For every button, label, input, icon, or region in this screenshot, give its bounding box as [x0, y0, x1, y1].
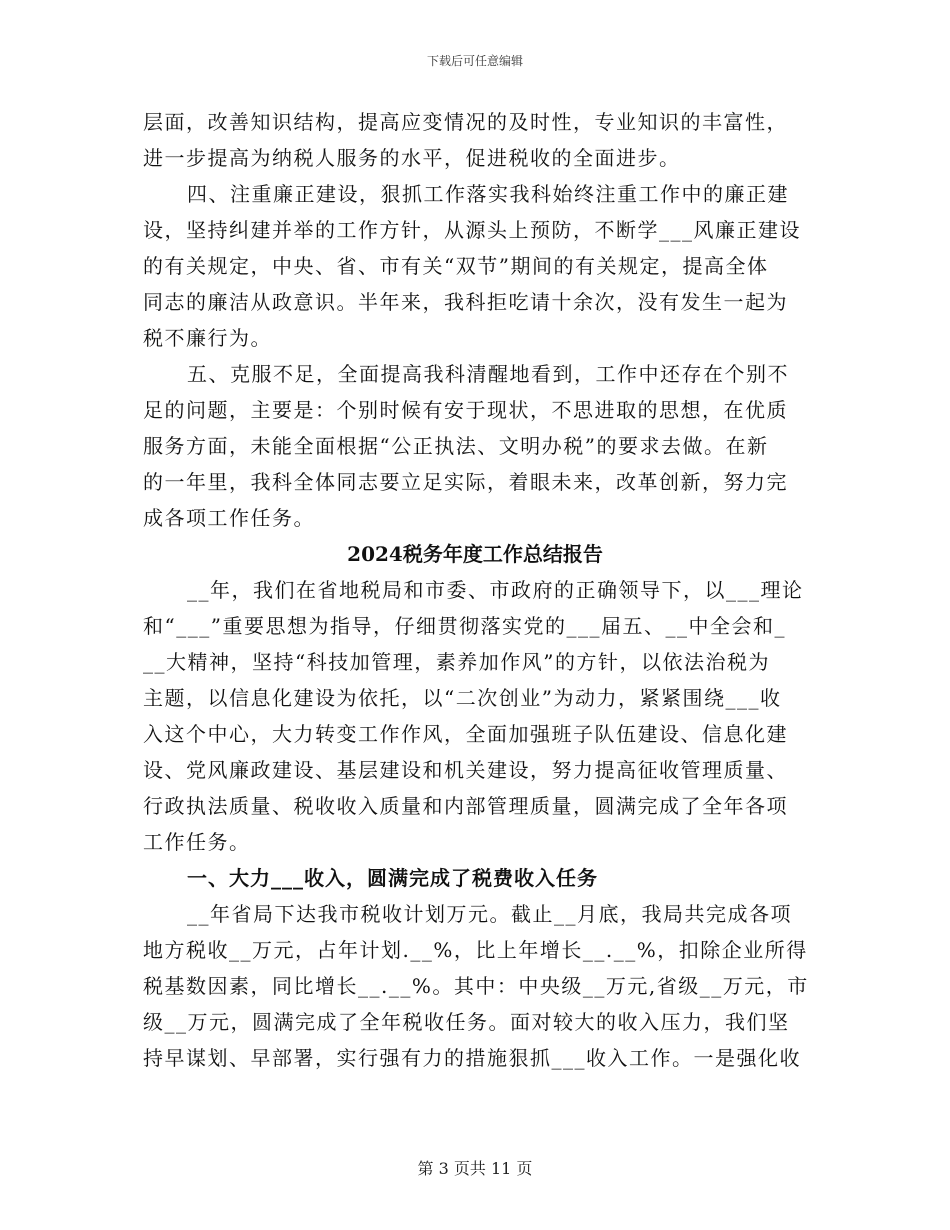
paragraph-line: 入这个中心，大力转变工作作风，全面加强班子队伍建设、信息化建: [143, 722, 788, 746]
paragraph-line: 服务方面，未能全面根据“公正执法、文明办税”的要求去做。在新: [143, 434, 769, 458]
paragraph-line: 五、克服不足，全面提高我科清醒地看到，工作中还存在个别不: [187, 362, 789, 386]
paragraph-line: 足的问题，主要是：个别时候有安于现状，不思进取的思想，在优质: [143, 398, 788, 422]
paragraph-line: 的有关规定，中央、省、市有关“双节”期间的有关规定，提高全体: [143, 254, 769, 278]
document-body: [143, 104, 807, 1076]
paragraph-line: 级__万元，圆满完成了全年税收任务。面对较大的收入压力，我们坚: [143, 1010, 790, 1034]
paragraph-line: __年省局下达我市税收计划万元。截止__月底，我局共完成各项: [187, 902, 792, 926]
paragraph-line: 行政执法质量、税收收入质量和内部管理质量，圆满完成了全年各项: [143, 794, 788, 818]
paragraph-line: 地方税收__万元，占年计划.__%，比上年增长__.__%，扣除企业所得: [143, 938, 808, 962]
paragraph-line: 工作任务。: [143, 830, 251, 854]
paragraph-line: 层面，改善知识结构，提高应变情况的及时性，专业知识的丰富性，: [143, 110, 788, 134]
paragraph-line: 的一年里，我科全体同志要立足实际，着眼未来，改革创新，努力完: [143, 470, 788, 494]
paragraph-line: 税不廉行为。: [143, 326, 272, 350]
paragraph-line: 和“___”重要思想为指导，仔细贯彻落实党的___届五、__中全会和_: [143, 614, 786, 638]
paragraph-line: 税基数因素，同比增长__.__%。其中：中央级__万元,省级__万元，市: [143, 974, 809, 998]
paragraph-line: 设，坚持纠建并举的工作方针，从源头上预防，不断学___风廉正建设: [143, 218, 801, 242]
page-number: 第 3 页共 11 页: [417, 1159, 533, 1178]
report-title: 2024税务年度工作总结报告: [347, 542, 603, 566]
section-heading: 一、大力___收入，圆满完成了税费收入任务: [187, 866, 598, 890]
paragraph-line: 同志的廉洁从政意识。半年来，我科拒吃请十余次，没有发生一起为: [143, 290, 788, 314]
paragraph-line: 进一步提高为纳税人服务的水平，促进税收的全面进步。: [143, 146, 681, 170]
paragraph-line: 持早谋划、早部署，实行强有力的措施狠抓___收入工作。一是强化收: [143, 1046, 801, 1070]
paragraph-line: 成各项工作任务。: [143, 506, 315, 530]
paragraph-line: __年，我们在省地税局和市委、市政府的正确领导下，以___理论: [187, 578, 804, 602]
page-header: 下载后可任意编辑: [426, 54, 523, 68]
paragraph-line: __大精神，坚持“科技加管理，素养加作风”的方针，以依法治税为: [143, 650, 770, 674]
paragraph-line: 设、党风廉政建设、基层建设和机关建设，努力提高征收管理质量、: [143, 758, 788, 782]
paragraph-line: 主题，以信息化建设为依托，以“二次创业”为动力，紧紧围绕___收: [143, 686, 782, 710]
paragraph-line: 四、注重廉正建设，狠抓工作落实我科始终注重工作中的廉正建: [187, 182, 789, 206]
